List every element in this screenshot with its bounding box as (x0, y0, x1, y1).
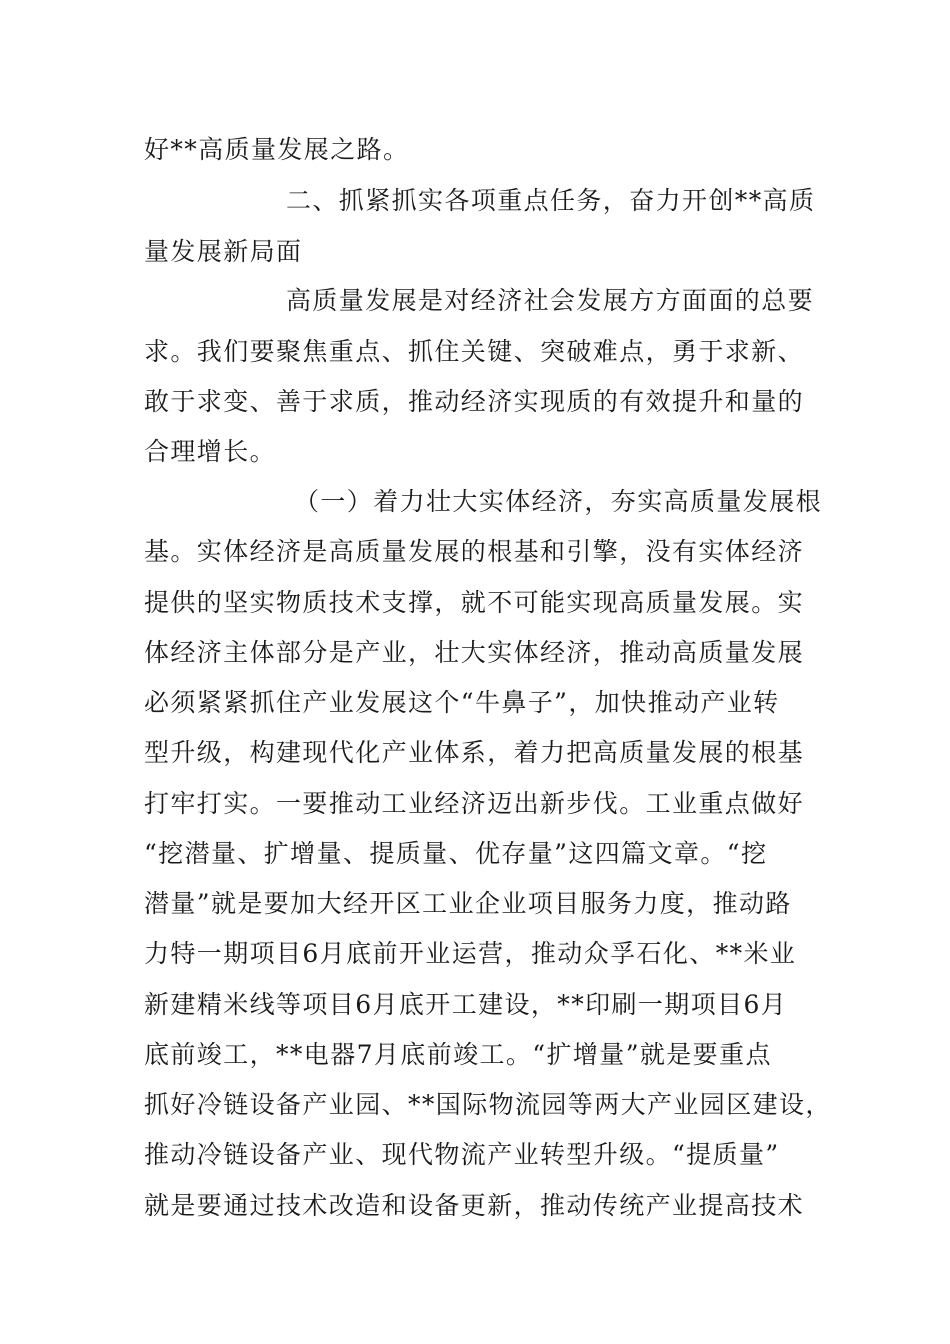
text-line: 底前竣工，**电器7月底前竣工。“扩增量”就是要重点 (144, 1040, 772, 1069)
section-heading-line: 量发展新局面 (144, 237, 303, 266)
text-line: 力特一期项目6月底前开业运营，推动众孚石化、**米业 (144, 939, 797, 968)
text-line: 提供的坚实物质技术支撑，就不可能实现高质量发展。实 (144, 588, 805, 617)
text-line: 新建精米线等项目6月底开工建设，**印刷一期项目6月 (144, 990, 788, 1019)
subheading-first-line: （一）着力壮大实体经济，夯实高质量发展根 (294, 487, 823, 516)
text-line: 体经济主体部分是产业，壮大实体经济，推动高质量发展 (144, 638, 805, 667)
text-line: 推动冷链设备产业、现代物流产业转型升级。“提质量” (144, 1140, 780, 1169)
text-line: 抓好冷链设备产业园、**国际物流园等两大产业园区建设， (144, 1090, 832, 1119)
text-line: 求。我们要聚焦重点、抓住关键、突破难点，勇于求新、 (144, 337, 805, 366)
text-line: 好**高质量发展之路。 (144, 135, 410, 164)
text-line: 敢于求变、善于求质，推动经济实现质的有效提升和量的 (144, 387, 805, 416)
text-line: 打牢打实。一要推动工业经济迈出新步伐。工业重点做好 (144, 789, 805, 818)
text-line: 基。实体经济是高质量发展的根基和引擎，没有实体经济 (144, 537, 805, 566)
text-line: 型升级，构建现代化产业体系，着力把高质量发展的根基 (144, 738, 805, 767)
text-line: 合理增长。 (144, 437, 277, 466)
section-heading-line: 二、抓紧抓实各项重点任务，奋力开创**高质 (286, 186, 816, 215)
text-line: 必须紧紧抓住产业发展这个“牛鼻子”，加快推动产业转 (144, 688, 780, 717)
text-line: 潜量”就是要加大经开区工业企业项目服务力度，推动路 (144, 889, 792, 918)
text-line: “挖潜量、扩增量、提质量、优存量”这四篇文章。“挖 (144, 839, 768, 868)
text-line: 就是要通过技术改造和设备更新，推动传统产业提高技术 (144, 1191, 805, 1220)
paragraph-first-line: 高质量发展是对经济社会发展方方面面的总要 (286, 286, 815, 315)
